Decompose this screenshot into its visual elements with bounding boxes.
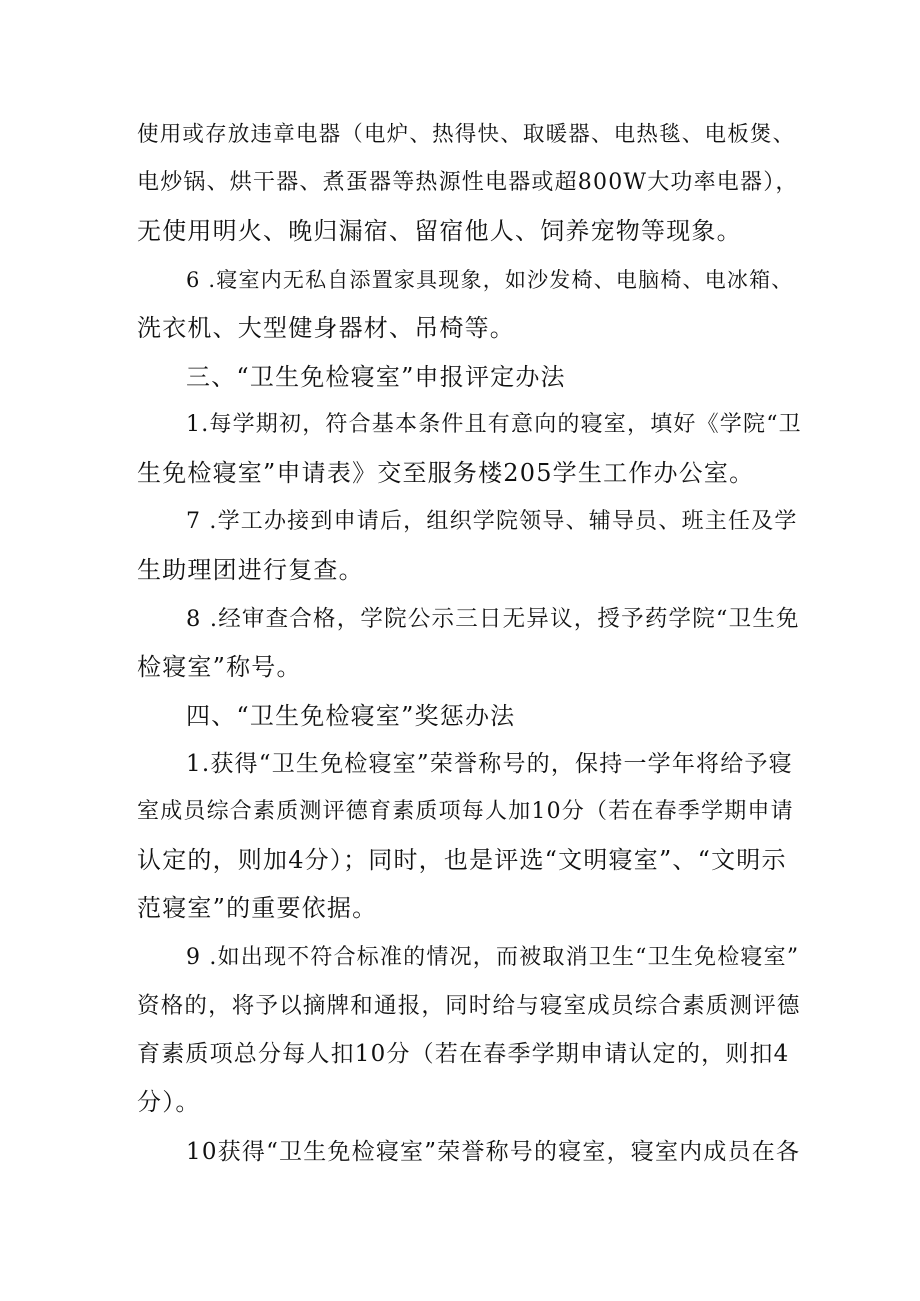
text-line-item-7: 7 .学工办接到申请后，组织学院领导、辅导员、班主任及学	[186, 509, 798, 534]
text-line-17: 范寝室”的重要依据。	[137, 894, 378, 922]
text-line-19: 资格的，将予以摘牌和通报，同时给与寝室成员综合素质测评德	[137, 993, 801, 1019]
text-line-21: 分）。	[137, 1088, 201, 1116]
text-line-1: 使用或存放违章电器（电炉、热得快、取暖器、电热毯、电板煲、	[137, 122, 796, 147]
text-line-item-8: 8 .经审查合格，学院公示三日无异议，授予药学院“卫生免	[186, 606, 800, 632]
text-line-10: 生助理团进行复查。	[137, 556, 364, 584]
text-line-8: 生免检寝室”申请表》交至服务楼205学生工作办公室。	[137, 459, 755, 487]
text-line-item-10: 10获得“卫生免检寝室”荣誉称号的寝室，寝室内成员在各	[186, 1139, 801, 1165]
text-line-12: 检寝室”称号。	[137, 653, 302, 681]
text-line-item-1b: 1.获得“卫生免检寝室”荣誉称号的，保持一学年将给予寝	[186, 751, 793, 777]
text-line-5: 洗衣机、大型健身器材、吊椅等。	[137, 314, 515, 342]
text-line-2: 电炒锅、烘干器、煮蛋器等热源性电器或超800W大功率电器），	[137, 170, 799, 195]
text-line-item-9: 9 .如出现不符合标准的情况，而被取消卫生“卫生免检寝室”	[186, 945, 800, 970]
text-line-item-1a: 1.每学期初，符合基本条件且有意向的寝室，填好《学院“卫	[186, 412, 802, 437]
text-line-20: 育素质项总分每人扣10分（若在春季学期申请认定的，则扣4	[137, 1041, 790, 1067]
text-line-3: 无使用明火、晚归漏宿、留宿他人、饲养宠物等现象。	[137, 217, 742, 245]
text-line-16: 认定的，则加4分）；同时，也是评选“文明寝室”、“文明示	[137, 846, 787, 874]
section-heading-4: 四、“卫生免检寝室”奖惩办法	[186, 702, 516, 730]
text-line-item-6: 6 .寝室内无私自添置家具现象，如沙发椅、电脑椅、电冰箱、	[186, 268, 794, 292]
section-heading-3: 三、“卫生免检寝室”申报评定办法	[186, 363, 566, 391]
text-line-15: 室成员综合素质测评德育素质项每人加10分（若在春季学期申请	[137, 799, 794, 824]
